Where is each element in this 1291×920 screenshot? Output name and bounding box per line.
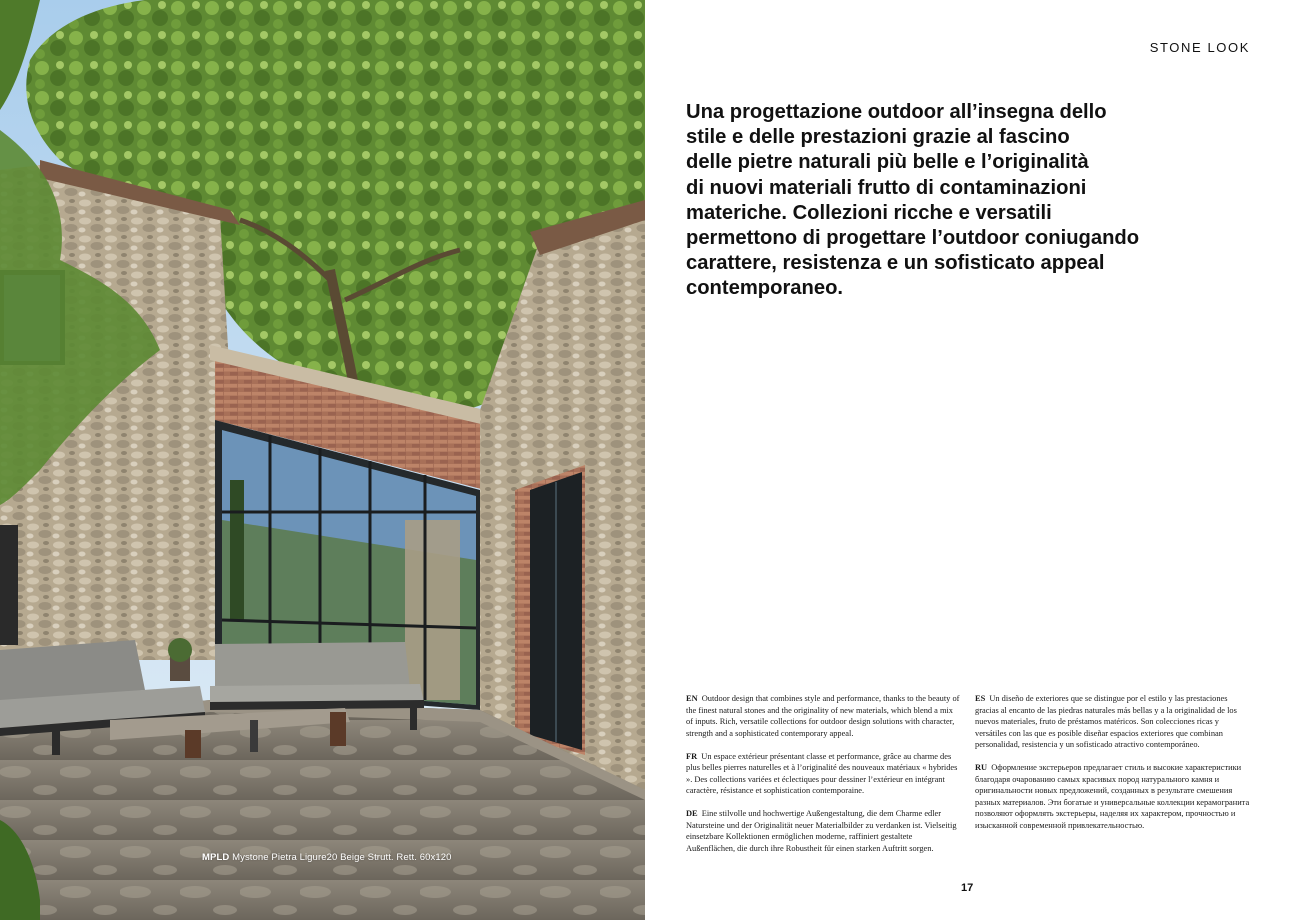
translations-column-right xyxy=(975,693,1250,843)
translations-column-left xyxy=(686,693,961,866)
translation-de xyxy=(686,808,961,854)
translation-de-text: Eine stilvolle und hochwertige Außengestaltung, die dem Charme edler Natursteine und der Originalität neuer Materialbilder zu verdanken ist. Vielseitig einsetzbare Kollektionen ermöglichen moderne, raffiniert gestaltete Außenflächen, die durch ihre Robustheit für einen starken Auftritt sorgen. xyxy=(686,809,957,853)
translation-fr xyxy=(686,751,961,797)
headline-line: permettono di progettare l’outdoor coniugando xyxy=(686,227,1140,250)
headline-line: di nuovi materiali frutto di contaminazioni xyxy=(686,176,1087,199)
page-number: 17 xyxy=(961,882,974,894)
stone-house-illustration xyxy=(0,0,645,920)
headline-line: contemporaneo. xyxy=(686,277,844,300)
lang-code-fr: FR xyxy=(686,751,698,761)
caption-text: Mystone Pietra Ligure20 Beige Strutt. Rett. 60x120 xyxy=(232,852,452,863)
translation-en-text: Outdoor design that combines style and performance, thanks to the beauty of the finest natural stones and the originality of new materials, which blend a mix of inputs. Rich, versatile collections for outdoor design solutions with character, strength and a sophisticated contemporary appeal. xyxy=(686,694,960,738)
translation-es-text: Un diseño de exteriores que se distingue por el estilo y las prestaciones gracias al encanto de las piedras naturales más bellas y a la originalidad de los nuevos materiales, fruto de préstamos matéricos. Son colecciones ricas y versátiles con las que es posible diseñar espacios exteriores que combinan personalidad, resistencia y un sofisticado atractivo contemporáneo. xyxy=(975,694,1237,749)
headline xyxy=(686,100,1206,302)
headline-line: delle pietre naturali più belle e l’originalità xyxy=(686,151,1089,174)
headline-line: carattere, resistenza e un sofisticato appeal xyxy=(686,252,1105,275)
headline-line: materiche. Collezioni ricche e versatili xyxy=(686,201,1052,224)
translation-ru xyxy=(975,762,1250,831)
caption-code: MPLD xyxy=(202,852,230,863)
lang-code-ru: RU xyxy=(975,763,988,772)
hero-photo xyxy=(0,0,645,920)
translation-fr-text: Un espace extérieur présentant classe et performance, grâce au charme des plus belles pierres naturelles et à l’originalité des nouveaux matériaux « hybrides ». Des collections variées et éclectiques pour dessiner l’extérieur en intégrant caractère, résistance et sophistication contemporaine. xyxy=(686,751,958,795)
lang-code-de: DE xyxy=(686,809,698,818)
photo-caption xyxy=(202,852,451,863)
section-label: STONE LOOK xyxy=(1149,40,1250,55)
lang-code-es: ES xyxy=(975,694,986,703)
translation-en xyxy=(686,693,961,739)
headline-line: stile e delle prestazioni grazie al fascino xyxy=(686,126,1070,149)
translation-ru-text: Оформление экстерьеров предлагает стиль и высокие характеристики благодаря очарованию самых красивых пород натурального камня и оригинальности новых предложений, созданных в результате смешения разных материалов. Эти богатые и универсальные коллекции керамогранита позволяют оформлять экстерьеры, наделяя их характером, прочностью и изысканной современной привлекательностью. xyxy=(975,763,1250,830)
headline-line: Una progettazione outdoor all’insegna dello xyxy=(686,101,1107,123)
lang-code-en: EN xyxy=(686,694,698,703)
translation-es xyxy=(975,693,1250,751)
